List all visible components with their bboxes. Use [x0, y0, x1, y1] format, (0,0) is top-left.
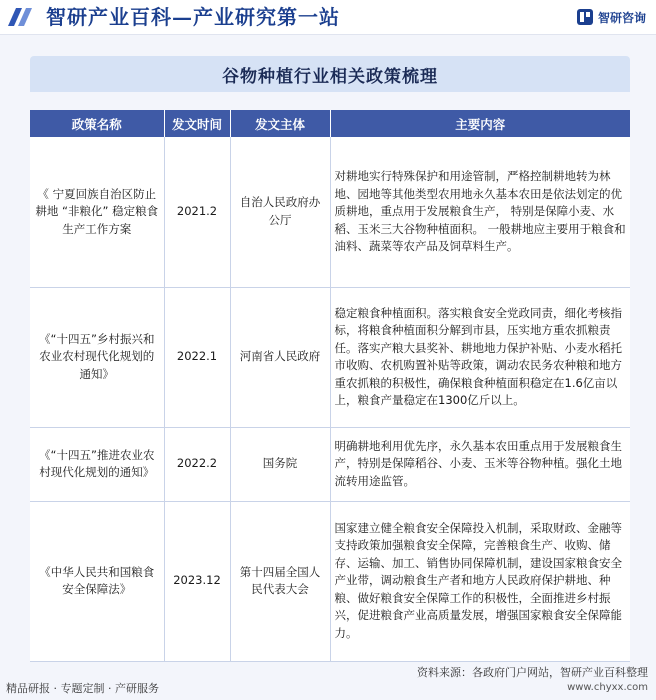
brand-logo [576, 8, 646, 26]
header-bar [0, 0, 656, 35]
table-row [30, 427, 630, 501]
brand-name: 智研咨询 [597, 10, 646, 25]
footer-services: 精品研报 · 专题定制 · 产研服务 [6, 682, 159, 695]
column-header: 主要内容 [330, 110, 630, 137]
date-cell: 2023.12 [164, 501, 230, 661]
logo-icon [6, 6, 36, 28]
issuer-cell: 河南省人民政府 [230, 287, 330, 427]
header-title: 智研产业百科—产业研究第一站 [46, 5, 340, 29]
brand-icon [576, 8, 594, 26]
issuer-cell: 第十四届全国人民代表大会 [230, 501, 330, 661]
issuer-cell: 国务院 [230, 427, 330, 501]
column-header: 发文时间 [164, 110, 230, 137]
date-cell: 2021.2 [164, 137, 230, 287]
issuer-cell: 自治人民政府办公厅 [230, 137, 330, 287]
table-row [30, 501, 630, 661]
content-cell: 对耕地实行特殊保护和用途管制，严格控制耕地转为林地、园地等其他类型农用地永久基本农田是依法划定的优质耕地，重点用于发展粮食生产， 特别是保障小麦、水稻、玉米三大谷物种植面积。 一般耕地应主要用于粮食和油料、蔬菜等农产品及饲草料生产。 [330, 137, 630, 287]
page-title: 谷物种植行业相关政策梳理 [222, 66, 438, 87]
date-cell: 2022.2 [164, 427, 230, 501]
content-cell: 明确耕地利用优先序，永久基本农田重点用于发展粮食生产，特别是保障稻谷、小麦、玉米等谷物种植。强化土地流转用途监管。 [330, 427, 630, 501]
policy-name-cell: 《 宁夏回族自治区防止耕地 “非粮化” 稳定粮食生产工作方案 [30, 137, 164, 287]
page-title-bar [30, 56, 630, 92]
policy-name-cell: 《“十四五”推进农业农村现代化规划的通知》 [30, 427, 164, 501]
footer-source: 资料来源：各政府门户网站，智研产业百科整理 [417, 666, 648, 679]
table-row [30, 137, 630, 287]
date-cell: 2022.1 [164, 287, 230, 427]
table-row [30, 287, 630, 427]
content-cell: 稳定粮食种植面积。落实粮食安全党政同责，细化考核指标，将粮食种植面积分解到市县，压实地方重农抓粮责任。落实产粮大县奖补、耕地地力保护补贴、小麦水稻托市收购、农机购置补贴等政策，调动农民务农种粮和地方重农抓粮的积极性，确保粮食种植面积稳定在1.6亿亩以上，粮食产量稳定在1300亿斤以上。 [330, 287, 630, 427]
content-cell: 国家建立健全粮食安全保障投入机制，采取财政、金融等支持政策加强粮食安全保障，完善粮食生产、收购、储存、运输、加工、销售协同保障机制，建设国家粮食安全产业带，调动粮食生产者和地方人民政府保护耕地、种粮、做好粮食安全保障工作的积极性，全面推进乡村振兴，促进粮食产业高质量发展，增强国家粮食安全保障能力。 [330, 501, 630, 661]
policy-name-cell: 《“十四五”乡村振兴和农业农村现代化规划的通知》 [30, 287, 164, 427]
column-header: 政策名称 [30, 110, 164, 137]
policy-name-cell: 《中华人民共和国粮食安全保障法》 [30, 501, 164, 661]
policy-table [30, 110, 630, 662]
table-header-row [30, 110, 630, 137]
footer-url: www.chyxx.com [567, 682, 648, 693]
column-header: 发文主体 [230, 110, 330, 137]
